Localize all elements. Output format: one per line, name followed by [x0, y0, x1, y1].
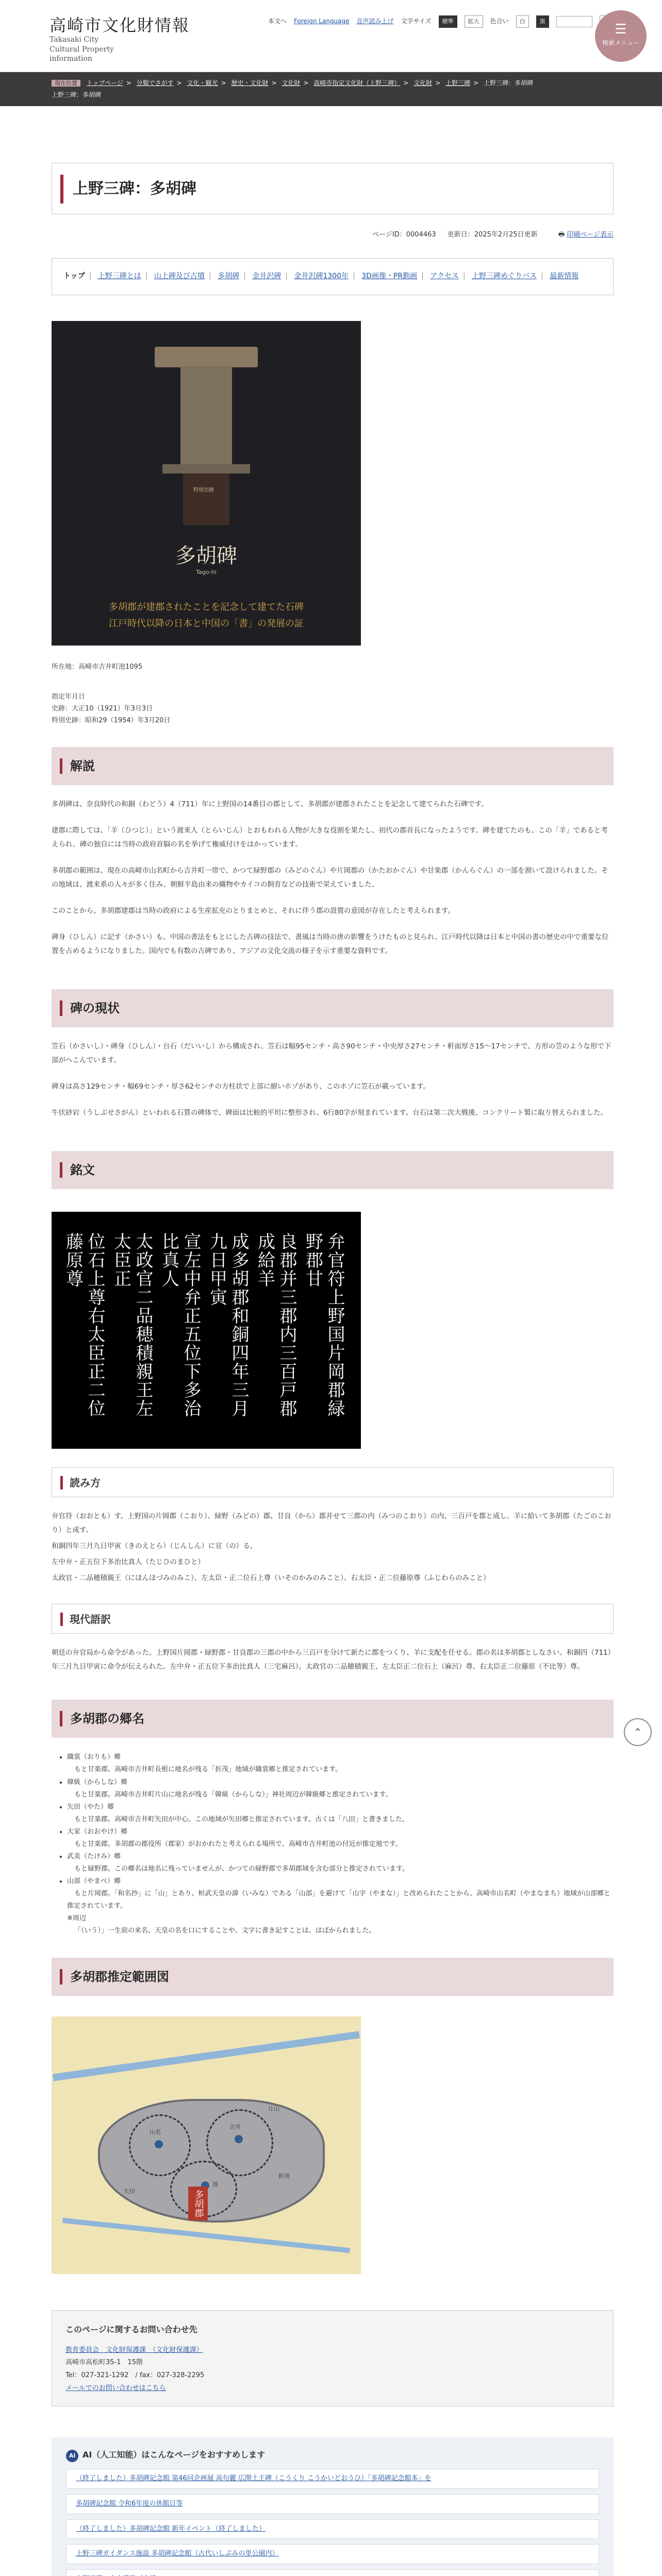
utility-bar	[268, 15, 618, 28]
ai-recommendations	[52, 2437, 614, 2576]
breadcrumb-item[interactable]: 上野三碑	[445, 79, 471, 87]
ai-recommend-link[interactable]: 多胡碑記念館 令和6年度の休館日等	[76, 2499, 183, 2507]
map-town: 山名	[150, 2129, 161, 2136]
toc-link[interactable]: 最新情報	[550, 272, 579, 281]
breadcrumb-item[interactable]: 文化財	[413, 79, 433, 87]
designation-date: 史跡：大正10（1921）年3月3日	[52, 704, 153, 713]
section-heading-meibun: 銘文	[52, 1151, 614, 1189]
map-river	[62, 2218, 350, 2253]
paragraph: 和銅四年三月九日甲寅（きのえとら）（じんしん）に宣（の）る。	[52, 1542, 257, 1551]
section-heading-map: 多胡郡推定範囲図	[52, 1958, 614, 1996]
gou-desc: もと緑野郡。この郷名は地名に残っていませんが、かつての緑野郡で多胡郡域を含む部分と推定されています。	[74, 1865, 409, 1873]
stele-plinth	[183, 473, 229, 525]
ai-recommend-link[interactable]: （終了しました）多胡碑記念館 新年イベント（終了しました）	[76, 2524, 266, 2533]
map-pin-icon	[155, 2140, 163, 2148]
breadcrumb-item[interactable]: 文化財	[282, 79, 301, 87]
designation-date: 特別史跡：昭和29（1954）年3月20日	[52, 716, 171, 724]
contact-tel: Tel：027-321-1292 / fax：027-328-2295	[65, 2371, 205, 2379]
subheading-yomikata: 読み方	[52, 1467, 614, 1497]
menu-button[interactable]	[595, 10, 647, 62]
page-meta	[52, 229, 614, 241]
toc-link[interactable]: 山上碑及び古墳	[154, 272, 205, 281]
toc-link[interactable]: 上野三碑めぐりバス	[472, 272, 537, 281]
site-header	[0, 0, 662, 72]
toc-link[interactable]: 上野三碑とは	[97, 272, 141, 281]
contact-box	[52, 2310, 614, 2406]
subheading-gendaiyaku: 現代語訳	[52, 1604, 614, 1634]
map-town: 片山	[268, 2106, 279, 2113]
gou-name: 矢田（やた）郷	[67, 1803, 114, 1811]
gou-name: 武美（たけみ）郷	[67, 1852, 121, 1860]
breadcrumb-item[interactable]: 分類でさがす	[136, 79, 174, 87]
breadcrumb-item[interactable]: 文化・観光	[187, 79, 218, 87]
contact-address: 高崎市高松町35-1 15階	[65, 2359, 143, 2367]
font-size-large-button[interactable]: 拡大	[465, 15, 483, 28]
paragraph: 牛伏砂岩（うしぶせさがん）といわれる石質の碑体で、碑面は比較的平坦に整形され、6行80字が刻まれています。台石は第二次大戦後、コンクリート製に取り替えられました。	[52, 1109, 607, 1117]
gou-desc: もと片岡郡。「和名抄」に「山」とあり、桓武天皇の諱（いみな）である「山部」を避けて「山字（やまな）」と改められたことから、高崎市山名町（やまなまち）地域が山部郷と推定されています。	[67, 1889, 611, 1910]
list-item	[67, 1875, 614, 1912]
paragraph: このことから、多胡郡建郡は当時の政府による生産拡充のとりまとめと、それに伴う郡の設置の意図が存在したと考えられます。	[52, 907, 455, 916]
ai-recommend-link[interactable]: 上野三碑ガイダンス施設 多胡碑記念館（古代いしぶみの里公園内）	[76, 2550, 279, 2558]
ai-icon: AI	[66, 2450, 78, 2462]
stele-name: 多胡碑	[175, 544, 237, 568]
contact-mail-link[interactable]: メールでのお問い合わせはこちら	[65, 2384, 166, 2392]
section-heading-gou: 多胡郡の郷名	[52, 1700, 614, 1738]
stele-caption-2: 江戸時代以降の日本と中国の「書」の発展の証	[109, 618, 304, 629]
stele-capstone	[155, 347, 258, 367]
print-link[interactable]: 印刷ページ表示	[567, 231, 614, 239]
breadcrumb-item[interactable]: トップページ	[86, 79, 123, 87]
gou-name: 韓級（からしな）郷	[67, 1778, 128, 1786]
paragraph: 弁官符（おおとも）す。上野国の片岡郡（こおり）、緑野（みどの）郡、甘良（から）郡并せて三郡の内（みつのこおり）の内、三百戸を郡と成し、羊に給いて多胡郡（たごのこおり）と成す。	[52, 1512, 611, 1535]
main-content	[52, 163, 614, 2406]
stele-plinth-label: 特別史跡	[193, 487, 214, 493]
toc-link[interactable]: 3D画像・PR動画	[361, 272, 418, 281]
updated-date: 更新日：2025年2月25日更新	[447, 231, 538, 239]
ai-heading: AI（人工知能）はこんなページをおすすめします	[82, 2450, 266, 2460]
breadcrumb-tag: 現在位置	[52, 80, 80, 87]
chevron-up-icon: ⌃	[633, 1726, 642, 1738]
map-label: 多胡郡	[188, 2187, 208, 2221]
logo-en-3: information	[49, 54, 92, 63]
inscription-column: 太政官二品穂積親王左太臣正	[110, 1232, 153, 1418]
list-item	[67, 1751, 614, 1776]
inscription-column: 成多胡郡和銅四年三月九日甲寅	[206, 1232, 249, 1418]
toc-label: トップ	[63, 272, 85, 281]
map-river	[53, 2031, 360, 2081]
stele-body	[180, 366, 232, 464]
designation-heading: 指定年月日	[52, 693, 86, 701]
reading-aloud-link[interactable]: 音声読み上げ	[356, 18, 394, 25]
paragraph: 碑身（ひしん）に記す（かさい）も、中国の書法をもとにした古碑の技法で、書風は当時の唐の影響をうけたものと見られ、江戸時代以降は日本と中国の書の歴史の中で重要な位置を占めるようになりました。国内でも有数の古碑であり、アジアの文化交流の様子を示す重要な資料です。	[52, 933, 609, 956]
menu-icon: ☰	[615, 22, 627, 37]
inscription-column: 良郡并三郡内三百戸郡成給羊	[254, 1232, 297, 1418]
page-title: 上野三碑：多胡碑	[73, 180, 196, 198]
gou-desc: 「（いう）」一生前の来名、天皇の名を口にすることや、文字に書き記すことは、はばかられました。	[74, 1927, 376, 1935]
tago-district-map	[52, 2016, 361, 2274]
paragraph: 太政官・二品穂積親王（にほんほづみのみこ）、左太臣・正二位石上尊（いそのかみのみこと）、右太臣・正二位藤原尊（ふじわらのみこと）	[52, 1574, 490, 1583]
page-title-box	[52, 163, 614, 214]
color-white-button[interactable]: 白	[516, 15, 529, 28]
paragraph: 建郡に際しては、「羊（ひつじ）」という渡来人（とらいじん）とおもわれる人物が大きな役割を果たし、初代の郡首長になったようです。碑を建てたのも、この「羊」であると考えられ、碑の独自には当時の政府首脳の名を挙げて権威付けをはかっています。	[52, 826, 608, 849]
breadcrumb-item: 上野三碑：多胡碑	[483, 79, 533, 87]
toc-link[interactable]: 多胡碑	[218, 272, 240, 281]
inscription-column: 弁官符上野国片岡郡緑野郡甘	[302, 1232, 345, 1418]
map-town: 折茂	[278, 2173, 290, 2180]
contact-dept-link[interactable]: 教育委員会 文化財保護課 （文化財保護課）	[65, 2346, 203, 2354]
gou-desc: もと甘楽郡。高崎市吉井町片山に地名が残る「韓級（からしな）」神社周辺が韓級郷と推定されています。	[74, 1790, 392, 1799]
section-heading-genjo: 碑の現状	[52, 989, 614, 1027]
gou-name: 大家（おおやけ）郷	[67, 1827, 128, 1836]
paragraph: 多胡郡の範囲は、現在の高崎市山名町から吉井町一帯で、かつて緑野郡の（みどのぐん）や片岡郡の（かたおかぐん）や甘楽郡（かんらぐん）の一部を割いて設けられました。その地域は、渡来系の人々が多く住み、朝鮮半島由来の織物やカイコの飼育などの技術で栄えていました。	[52, 867, 608, 889]
logo-en-2: Cultural Property	[49, 45, 114, 54]
inscription-column: 位石上尊右太臣正二位藤原尊	[62, 1232, 105, 1418]
stele-photo	[52, 321, 361, 646]
logo-en-1: Takasaki City	[49, 36, 99, 44]
font-size-label: 文字サイズ	[401, 18, 432, 25]
gou-desc: もと甘楽郡。高崎市吉井町長根に地名が残る「折茂」地域が織裳郷と推定されています。	[74, 1766, 342, 1774]
gou-desc: もと甘楽郡。高崎市吉井町矢田が中心。この地域が矢田郷と推定されています。古くは「八田」と書きました。	[74, 1815, 409, 1823]
gou-name: 山部（やまべ）郷	[67, 1877, 121, 1885]
map-town: 吉井	[229, 2124, 241, 2131]
gou-name: ※周辺	[67, 1914, 86, 1923]
list-item	[67, 1851, 614, 1875]
map-town: 池	[212, 2181, 218, 2188]
toc-link[interactable]: アクセス	[430, 272, 459, 281]
map-pin-icon	[235, 2135, 243, 2143]
breadcrumb-item[interactable]: 歴史・文化財	[231, 79, 269, 87]
designation-dates	[52, 691, 614, 726]
stele-romaji: Tago-hi	[196, 568, 217, 575]
skip-to-content-link[interactable]: 本文へ	[268, 18, 287, 25]
list-item	[67, 1826, 614, 1851]
page-id: ページID：0004463	[372, 231, 436, 239]
paragraph: 多胡碑は、奈良時代の和銅（わどう）4（711）年に上野国の14番目の郡として、多胡郡が建郡されたことを記念して建てられた石碑です。	[52, 800, 488, 809]
list-item	[67, 1801, 614, 1826]
list-item	[67, 1776, 614, 1801]
logo-jp: 高崎市文化財情報	[49, 15, 190, 35]
color-black-button[interactable]: 黒	[536, 15, 549, 28]
stele-caption-1: 多胡郡が建郡されたことを記念して建てた石碑	[109, 601, 304, 613]
gou-list	[52, 1751, 614, 1937]
breadcrumb-item[interactable]: 高崎市指定文化財（上野三碑）	[313, 79, 401, 87]
font-size-standard-button[interactable]: 標準	[439, 15, 457, 28]
ai-recommend-link[interactable]: （終了しました）多胡碑記念館 第46回企画展 高句麗 広開土王碑（こうくり こうかいどおうひ）「多胡碑記念館本」を	[76, 2475, 432, 2483]
paragraph: 左中弁・正五位下多治比真人（たじひのまひと）	[52, 1558, 205, 1567]
section-heading-kaisetsu: 解説	[52, 747, 614, 785]
breadcrumb-current: 上野三碑：多胡碑	[52, 91, 102, 98]
paragraph: 笠石（かさいし）・碑身（ひしん）・台石（だいいし）から構成され、笠石は幅95センチ・高さ90センチ・中央厚さ27センチ・軒面厚さ15〜17センチで、方形の笠のような形で下部がへこんでいます。	[52, 1042, 611, 1065]
gou-name: 織裳（おりも）郷	[67, 1753, 121, 1761]
paragraph: 朝廷の弁官局から命令があった。上野国片岡郡・緑野郡・甘良郡の三郡の中から三百戸を分けて新たに郡をつくり、羊に支配を任せる。郡の名は多胡郡としなさい。和銅四（711）年三月九日甲寅に命令が伝えられた。左中弁・正五位下多治比真人（三宅麻呂）。太政官の二品穂積親王、左太臣正二位石上（麻呂）尊、右太臣正二位藤原（不比等）尊。	[52, 1649, 611, 1671]
gou-desc: もと甘楽郡。多胡郡の郡役所（郡家）がおかれたと考えられる場所で、高崎市吉井町池の付近が推定地です。	[74, 1840, 402, 1848]
list-item	[67, 1912, 614, 1937]
print-icon: 🖶	[558, 231, 565, 239]
contact-heading: このページに関するお問い合わせ先	[65, 2325, 197, 2335]
color-label: 色合い	[490, 18, 509, 25]
inscription-column: 宣左中弁正五位下多治比真人	[158, 1232, 201, 1418]
back-to-top-button[interactable]	[624, 1718, 652, 1746]
foreign-language-link[interactable]: Foreign Language	[294, 18, 350, 25]
page-toc: トップ | 上野三碑とは | 山上碑及び古墳 | 多胡碑 | 金井沢碑 | 金井沢碑1300年 | 3D画像・PR動画 | アクセス | 上野三碑めぐりバス | 最新情報	[52, 258, 614, 295]
toc-link[interactable]: 金井沢碑1300年	[294, 272, 349, 281]
toc-link[interactable]: 金井沢碑	[252, 272, 282, 281]
inscription-image	[52, 1212, 361, 1449]
stele-foot	[162, 464, 250, 473]
menu-button-label: 検索メニュー	[602, 39, 639, 46]
breadcrumb: 現在位置 トップページ > 分類でさがす > 文化・観光 > 歴史・文化財 > 文化財 > 高崎市指定文化財（上野三碑） > 文化財 > 上野三碑 > 上野三碑：多胡碑 上野三碑：多胡碑	[0, 72, 662, 106]
search-input[interactable]	[556, 16, 592, 27]
site-logo[interactable]	[49, 15, 190, 63]
map-town: 矢田	[124, 2188, 135, 2195]
paragraph: 碑身は高さ129センチ・幅69センチ・厚さ62センチの方柱状で上部に細いホゾがあり、このホゾに笠石が載っています。	[52, 1082, 431, 1091]
address: 所在地：高崎市吉井町池1095	[52, 663, 143, 671]
